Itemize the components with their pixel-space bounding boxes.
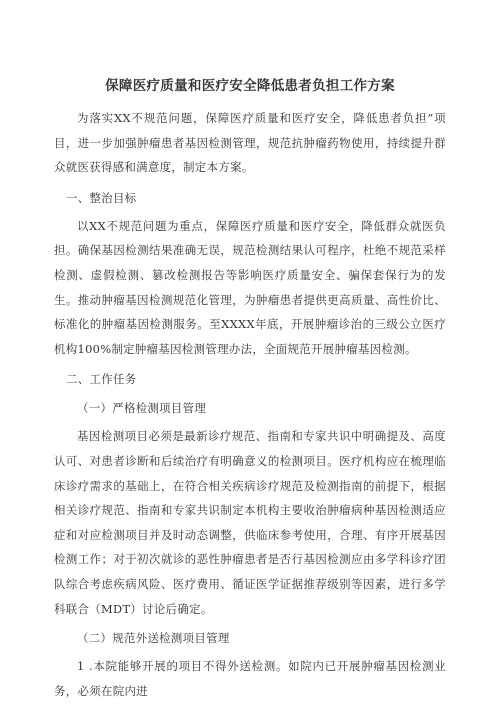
project-management-paragraph: 基因检测项目必须是最新诊疗规范、指南和专家共识中明确提及、高度认可、对患者诊断和后续治疗有明确意义的检测项目。医疗机构应在梳理临床诊疗需求的基础上，在符合相关疾病诊疗规范及检测指南的前提下，根据相关诊疗规范、指南和专家共识制定本机构主要收治肿瘤病种基因检测适应症和对应检测项目并及时动态调整，供临床参考使用，合理、有序开展基因检测工作；对于初次就诊的恶性肿瘤患者是否行基因检测应由多学科诊疗团队综合考虑疾病风险、医疗费用、循证医学证据推荐级别等因素，进行多学科联合（MDT）讨论后确定。 [54, 429, 446, 616]
subheading-external-testing: （二）规范外送检测项目管理 [77, 631, 230, 646]
section-heading-tasks: 二、工作任务 [66, 372, 137, 387]
document-title: 保障医疗质量和医疗安全降低患者负担工作方案 [105, 78, 395, 94]
goals-paragraph: 以XX不规范问题为重点，保障医疗质量和医疗安全，降低群众就医负担。确保基因检测结果准确无误，规范检测结果认可程序，杜绝不规范采样检测、虚假检测、篡改检测报告等影响医疗质量安全、骗保套保行为的发生。推动肿瘤基因检测规范化管理，为肿瘤患者提供更高质量、高性价比、标准化的肿瘤基因检测服务。至XXXX年底，开展肿瘤诊治的三级公立医疗机构100%制定肿瘤基因检测管理办法，全面规范开展肿瘤基因检测。 [54, 218, 446, 356]
section-heading-goals: 一、整治目标 [66, 190, 137, 205]
list-item-1: 1 .本院能够开展的项目不得外送检测。如院内已开展肿瘤基因检测业务，必须在院内进 [54, 659, 446, 698]
subheading-project-management: （一）严格检测项目管理 [77, 401, 207, 416]
intro-paragraph: 为落实XX不规范问题，保障医疗质量和医疗安全，降低患者负担”项目，进一步加强肿瘤患者基因检测管理，规范抗肿瘤药物使用，持续提升群众就医获得感和满意度，制定本方案。 [54, 111, 446, 175]
